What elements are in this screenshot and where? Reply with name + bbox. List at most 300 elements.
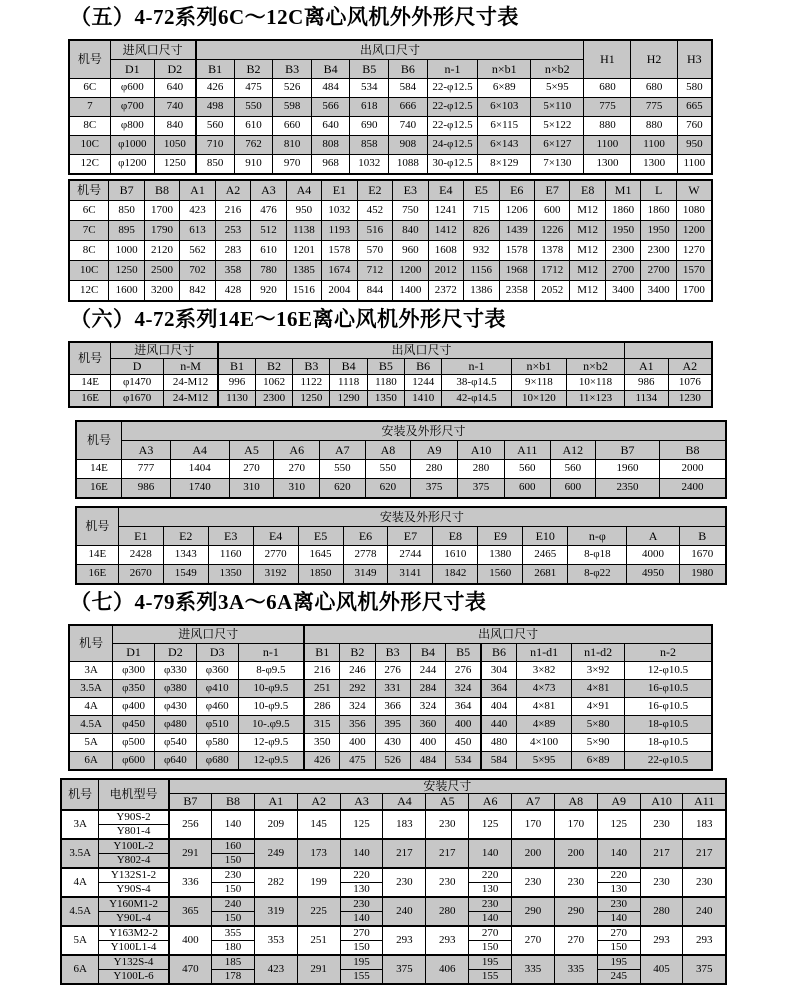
header-row xyxy=(61,779,726,794)
data-cell xyxy=(340,926,383,955)
data-cell: 2120 xyxy=(144,241,179,261)
table-container xyxy=(0,506,800,585)
column-header: 机号 xyxy=(76,507,118,546)
data-cell: 1350 xyxy=(367,391,404,408)
data-cell: 1118 xyxy=(330,375,367,391)
data-cell: 200 xyxy=(512,839,555,868)
data-cell: 9×118 xyxy=(511,375,566,391)
data-cell: 712 xyxy=(357,261,392,281)
data-cell: 200 xyxy=(554,839,597,868)
data-cell: 1950 xyxy=(605,221,640,241)
column-header: n1-d2 xyxy=(572,644,625,662)
data-cell: 240 xyxy=(383,897,426,926)
table-row xyxy=(69,201,712,221)
data-cell: 1000 xyxy=(109,241,144,261)
column-header: 机号 xyxy=(69,625,113,662)
fan-3a-6a-motor-mounting-table xyxy=(60,778,727,985)
header-row xyxy=(69,342,712,359)
data-cell: φ700 xyxy=(110,98,154,117)
data-cell: 550 xyxy=(234,98,273,117)
data-cell: 12-φ9.5 xyxy=(238,752,304,771)
data-cell: 584 xyxy=(389,79,428,98)
data-cell: 293 xyxy=(383,926,426,955)
data-cell: 270 xyxy=(512,926,555,955)
data-cell: 665 xyxy=(677,98,712,117)
column-header: A1 xyxy=(624,359,668,375)
table-row xyxy=(61,839,726,868)
data-cell: 1130 xyxy=(218,391,255,408)
data-cell: 2300 xyxy=(255,391,292,408)
data-cell: φ1470 xyxy=(111,375,164,391)
data-cell: 844 xyxy=(357,281,392,302)
column-header: D xyxy=(111,359,164,375)
data-cell: 1700 xyxy=(676,281,712,302)
data-cell: 452 xyxy=(357,201,392,221)
column-header: A2 xyxy=(668,359,712,375)
data-cell xyxy=(99,897,169,926)
data-cell: 1850 xyxy=(298,565,343,585)
section-six xyxy=(0,307,800,585)
table-row xyxy=(61,810,726,839)
column-header: 电机型号 xyxy=(99,779,169,810)
column-header: E4 xyxy=(253,527,298,546)
data-cell: 880 xyxy=(631,117,677,136)
cell-value-top: 270 xyxy=(598,927,640,941)
data-cell: 810 xyxy=(273,136,312,155)
data-cell: 584 xyxy=(481,752,516,771)
data-cell: 217 xyxy=(383,839,426,868)
column-header: E6 xyxy=(343,527,388,546)
table-container xyxy=(0,778,800,985)
data-cell: 996 xyxy=(218,375,255,391)
data-cell: 3141 xyxy=(388,565,433,585)
data-cell: 6×89 xyxy=(478,79,531,98)
cell-value-top: 220 xyxy=(341,869,383,883)
data-cell: 610 xyxy=(234,117,273,136)
table-row xyxy=(61,868,726,897)
data-cell: 1134 xyxy=(624,391,668,408)
data-cell: 1080 xyxy=(676,201,712,221)
data-cell: 10-.φ9.5 xyxy=(238,716,304,734)
data-cell: 1674 xyxy=(322,261,357,281)
data-cell: M12 xyxy=(570,261,605,281)
data-cell: 2700 xyxy=(641,261,676,281)
data-cell: 613 xyxy=(180,221,215,241)
cell-value-bottom: 155 xyxy=(353,970,370,982)
data-cell: 404 xyxy=(481,698,516,716)
cell-value-top: 270 xyxy=(341,927,383,941)
cell-value-bottom: 130 xyxy=(353,883,370,895)
cell-value-bottom: Y100L1-4 xyxy=(110,941,157,953)
cell-value-bottom: 180 xyxy=(224,941,242,953)
data-cell: 5A xyxy=(69,734,113,752)
data-cell: 5×90 xyxy=(572,734,625,752)
section-five xyxy=(0,5,800,302)
column-header: A8 xyxy=(554,794,597,811)
column-header: E1 xyxy=(118,527,163,546)
column-header: B8 xyxy=(659,441,726,460)
cell-value-top: Y160M1-2 xyxy=(99,898,167,912)
cell-value-bottom: Y90L-4 xyxy=(116,912,151,924)
column-header: B6 xyxy=(389,60,428,79)
data-cell: 375 xyxy=(411,479,458,499)
data-cell: 350 xyxy=(304,734,339,752)
data-cell: 1570 xyxy=(676,261,712,281)
data-cell: 290 xyxy=(512,897,555,926)
data-cell: 428 xyxy=(215,281,250,302)
cell-value-bottom: 130 xyxy=(481,883,499,895)
data-cell: 30-φ12.5 xyxy=(427,155,478,175)
data-cell: 6×143 xyxy=(478,136,531,155)
data-cell: 240 xyxy=(683,897,726,926)
column-header: E7 xyxy=(534,180,569,201)
data-cell: 762 xyxy=(234,136,273,155)
data-cell xyxy=(469,868,512,897)
data-cell: 12-φ10.5 xyxy=(624,662,712,680)
data-cell: 8-φ9.5 xyxy=(238,662,304,680)
data-cell: 1980 xyxy=(679,565,726,585)
data-cell: 570 xyxy=(357,241,392,261)
data-cell xyxy=(597,897,640,926)
column-header: E7 xyxy=(388,527,433,546)
data-cell: 4×89 xyxy=(516,716,571,734)
data-cell: 550 xyxy=(365,460,411,479)
data-cell: φ350 xyxy=(113,680,155,698)
column-header: L xyxy=(641,180,676,201)
data-cell: 1842 xyxy=(433,565,478,585)
table-row xyxy=(69,698,712,716)
data-cell: 6×115 xyxy=(478,117,531,136)
data-cell: 7×130 xyxy=(531,155,584,175)
column-header: H2 xyxy=(631,40,677,79)
data-cell: 1156 xyxy=(464,261,499,281)
column-header: A4 xyxy=(170,441,229,460)
column-header: E6 xyxy=(499,180,534,201)
data-cell: 560 xyxy=(196,117,235,136)
data-cell: 291 xyxy=(169,839,212,868)
column-header: D1 xyxy=(113,644,155,662)
data-cell: φ330 xyxy=(155,662,197,680)
data-cell: 364 xyxy=(446,698,481,716)
data-cell: 3.5A xyxy=(69,680,113,698)
column-header: B2 xyxy=(234,60,273,79)
fan-14e-16e-mounting-a-table xyxy=(75,420,727,499)
data-cell: 1578 xyxy=(322,241,357,261)
data-cell: 1790 xyxy=(144,221,179,241)
cell-value-top: Y132S-4 xyxy=(99,956,167,970)
data-cell: 600 xyxy=(550,479,596,499)
cell-value-bottom: Y100L-6 xyxy=(113,970,154,982)
data-cell: 24-M12 xyxy=(164,375,219,391)
data-cell: 1270 xyxy=(676,241,712,261)
cell-value-bottom: 150 xyxy=(224,854,242,866)
cell-value-top: 220 xyxy=(469,869,511,883)
data-cell: 230 xyxy=(554,868,597,897)
header-row xyxy=(76,421,726,441)
data-cell: 680 xyxy=(584,79,631,98)
data-cell: 2778 xyxy=(343,546,388,565)
cell-value-bottom: 140 xyxy=(481,912,499,924)
data-cell: 8C xyxy=(69,241,109,261)
column-header: 进风口尺寸 xyxy=(110,40,196,60)
data-cell: 183 xyxy=(383,810,426,839)
cell-value-bottom: 178 xyxy=(224,970,242,982)
data-cell: φ680 xyxy=(196,752,238,771)
column-header: B xyxy=(679,527,726,546)
data-cell: 2670 xyxy=(118,565,163,585)
data-cell: 400 xyxy=(410,734,445,752)
data-cell: 253 xyxy=(215,221,250,241)
data-cell: 3400 xyxy=(641,281,676,302)
data-cell: φ580 xyxy=(196,734,238,752)
data-cell: 125 xyxy=(340,810,383,839)
table-container xyxy=(0,624,800,771)
data-cell: 1700 xyxy=(144,201,179,221)
data-cell: 1032 xyxy=(322,201,357,221)
cell-value-bottom: 150 xyxy=(481,941,499,953)
cell-value-top: 230 xyxy=(341,898,383,912)
data-cell: 3149 xyxy=(343,565,388,585)
table-row xyxy=(69,391,712,408)
cell-value-bottom: 150 xyxy=(224,912,242,924)
column-header: 出风口尺寸 xyxy=(218,342,624,359)
data-cell: 183 xyxy=(683,810,726,839)
data-cell: 319 xyxy=(254,897,297,926)
data-cell: 1244 xyxy=(405,375,442,391)
data-cell: 3×82 xyxy=(516,662,571,680)
column-header: B5 xyxy=(350,60,389,79)
data-cell xyxy=(469,955,512,984)
data-cell xyxy=(212,897,255,926)
column-header: E5 xyxy=(298,527,343,546)
data-cell: 365 xyxy=(169,897,212,926)
data-cell: 353 xyxy=(254,926,297,955)
data-cell: 22-φ12.5 xyxy=(427,98,478,117)
data-cell: 11×123 xyxy=(567,391,625,408)
table-container xyxy=(0,179,800,302)
data-cell: 440 xyxy=(481,716,516,734)
data-cell xyxy=(99,926,169,955)
column-header: A6 xyxy=(274,441,320,460)
data-cell: 526 xyxy=(273,79,312,98)
data-cell: 920 xyxy=(251,281,286,302)
data-cell: 282 xyxy=(254,868,297,897)
data-cell: 1241 xyxy=(428,201,463,221)
column-header: B4 xyxy=(410,644,445,662)
data-cell: 950 xyxy=(677,136,712,155)
data-cell: 4.5A xyxy=(61,897,99,926)
column-header: A2 xyxy=(215,180,250,201)
data-cell: 284 xyxy=(410,680,445,698)
data-cell: 842 xyxy=(180,281,215,302)
header-row xyxy=(69,644,712,662)
data-cell: 230 xyxy=(640,810,683,839)
table-row xyxy=(69,136,712,155)
column-header: E9 xyxy=(478,527,523,546)
data-cell: 600 xyxy=(534,201,569,221)
data-cell: 580 xyxy=(677,79,712,98)
data-cell: 534 xyxy=(446,752,481,771)
data-cell: 702 xyxy=(180,261,215,281)
cell-value-top: 195 xyxy=(469,956,511,970)
data-cell: 22-φ12.5 xyxy=(427,117,478,136)
data-cell: 710 xyxy=(196,136,235,155)
column-header: B7 xyxy=(109,180,144,201)
data-cell: 2358 xyxy=(499,281,534,302)
data-cell: 3A xyxy=(61,810,99,839)
data-cell: 10-φ9.5 xyxy=(238,680,304,698)
data-cell: 1160 xyxy=(208,546,253,565)
column-header: B2 xyxy=(255,359,292,375)
data-cell: 2770 xyxy=(253,546,298,565)
data-cell: 12-φ9.5 xyxy=(238,734,304,752)
data-cell: 331 xyxy=(375,680,410,698)
data-cell: 270 xyxy=(274,460,320,479)
column-header: n-1 xyxy=(442,359,511,375)
cell-value-bottom: Y90S-4 xyxy=(116,883,151,895)
table-row xyxy=(76,546,726,565)
column-header: B1 xyxy=(218,359,255,375)
data-cell: 246 xyxy=(340,662,375,680)
data-cell: φ640 xyxy=(155,752,197,771)
data-cell: 1350 xyxy=(208,565,253,585)
data-cell: 1250 xyxy=(109,261,144,281)
data-cell: φ450 xyxy=(113,716,155,734)
data-cell: 3A xyxy=(69,662,113,680)
data-cell: 2428 xyxy=(118,546,163,565)
data-cell: 498 xyxy=(196,98,235,117)
data-cell: 986 xyxy=(624,375,668,391)
data-cell: 16E xyxy=(76,565,118,585)
data-cell: 6×103 xyxy=(478,98,531,117)
data-cell xyxy=(212,926,255,955)
column-header: n1-d1 xyxy=(516,644,571,662)
data-cell: 10-φ9.5 xyxy=(238,698,304,716)
data-cell: 335 xyxy=(512,955,555,984)
header-row xyxy=(76,527,726,546)
data-cell: 476 xyxy=(251,201,286,221)
column-header: W xyxy=(676,180,712,201)
column-header: A9 xyxy=(411,441,458,460)
column-header: n-M xyxy=(164,359,219,375)
data-cell: 4.5A xyxy=(69,716,113,734)
column-header: A2 xyxy=(297,794,340,811)
table-row xyxy=(69,734,712,752)
data-cell: 2700 xyxy=(605,261,640,281)
table-row xyxy=(69,79,712,98)
data-cell: 526 xyxy=(375,752,410,771)
data-cell xyxy=(99,839,169,868)
data-cell: 230 xyxy=(426,868,469,897)
data-cell: 1404 xyxy=(170,460,229,479)
table-row xyxy=(69,98,712,117)
data-cell: 324 xyxy=(410,698,445,716)
section-title: （五）4-72系列6C～12C离心风机外外形尺寸表 xyxy=(70,5,519,29)
data-cell: 5×95 xyxy=(531,79,584,98)
data-cell: 1378 xyxy=(534,241,569,261)
data-cell: 16E xyxy=(69,391,111,408)
column-header: B7 xyxy=(596,441,660,460)
column-header: A12 xyxy=(550,441,596,460)
data-cell: 880 xyxy=(584,117,631,136)
data-cell: 22-φ12.5 xyxy=(427,79,478,98)
data-cell: 2400 xyxy=(659,479,726,499)
data-cell xyxy=(99,868,169,897)
table-row xyxy=(69,716,712,734)
data-cell: M12 xyxy=(570,281,605,302)
data-cell: 566 xyxy=(311,98,350,117)
column-header: D3 xyxy=(196,644,238,662)
data-cell: 315 xyxy=(304,716,339,734)
data-cell: φ1000 xyxy=(110,136,154,155)
data-cell: 375 xyxy=(683,955,726,984)
data-cell: 290 xyxy=(554,897,597,926)
column-header: E1 xyxy=(322,180,357,201)
data-cell: 470 xyxy=(169,955,212,984)
data-cell: 24-φ12.5 xyxy=(427,136,478,155)
data-cell: 562 xyxy=(180,241,215,261)
column-header: 机号 xyxy=(69,180,109,201)
column-header: A1 xyxy=(180,180,215,201)
data-cell: 640 xyxy=(155,79,196,98)
data-cell: 600 xyxy=(504,479,550,499)
data-cell: 366 xyxy=(375,698,410,716)
column-header: n×b1 xyxy=(511,359,566,375)
table-container xyxy=(0,420,800,499)
data-cell: 512 xyxy=(251,221,286,241)
data-cell: 356 xyxy=(340,716,375,734)
data-cell: 18-φ10.5 xyxy=(624,716,712,734)
data-cell: 2350 xyxy=(596,479,660,499)
data-cell: 375 xyxy=(383,955,426,984)
data-cell: 216 xyxy=(304,662,339,680)
column-header: A6 xyxy=(469,794,512,811)
column-header: A8 xyxy=(365,441,411,460)
data-cell: 1860 xyxy=(641,201,676,221)
table-row xyxy=(61,926,726,955)
data-cell: 244 xyxy=(410,662,445,680)
column-header: n-1 xyxy=(238,644,304,662)
data-cell xyxy=(340,897,383,926)
data-cell: 1385 xyxy=(286,261,321,281)
data-cell: 8C xyxy=(69,117,110,136)
data-cell: 1343 xyxy=(163,546,208,565)
data-cell: 2012 xyxy=(428,261,463,281)
data-cell: 1300 xyxy=(584,155,631,175)
data-cell: 1250 xyxy=(293,391,330,408)
data-cell: 140 xyxy=(340,839,383,868)
data-cell: 216 xyxy=(215,201,250,221)
column-header: E4 xyxy=(428,180,463,201)
data-cell: 292 xyxy=(340,680,375,698)
data-cell: 430 xyxy=(375,734,410,752)
data-cell: 24-M12 xyxy=(164,391,219,408)
column-header: B8 xyxy=(212,794,255,811)
data-cell: 1100 xyxy=(584,136,631,155)
column-header: E2 xyxy=(163,527,208,546)
data-cell: 1201 xyxy=(286,241,321,261)
data-cell: 22-φ10.5 xyxy=(624,752,712,771)
data-cell: 324 xyxy=(446,680,481,698)
data-cell: 276 xyxy=(375,662,410,680)
data-cell: 2372 xyxy=(428,281,463,302)
data-cell: 3400 xyxy=(605,281,640,302)
data-cell: 170 xyxy=(554,810,597,839)
data-cell: 2052 xyxy=(534,281,569,302)
data-cell: 364 xyxy=(481,680,516,698)
data-cell: 4950 xyxy=(627,565,679,585)
column-header: B1 xyxy=(196,60,235,79)
